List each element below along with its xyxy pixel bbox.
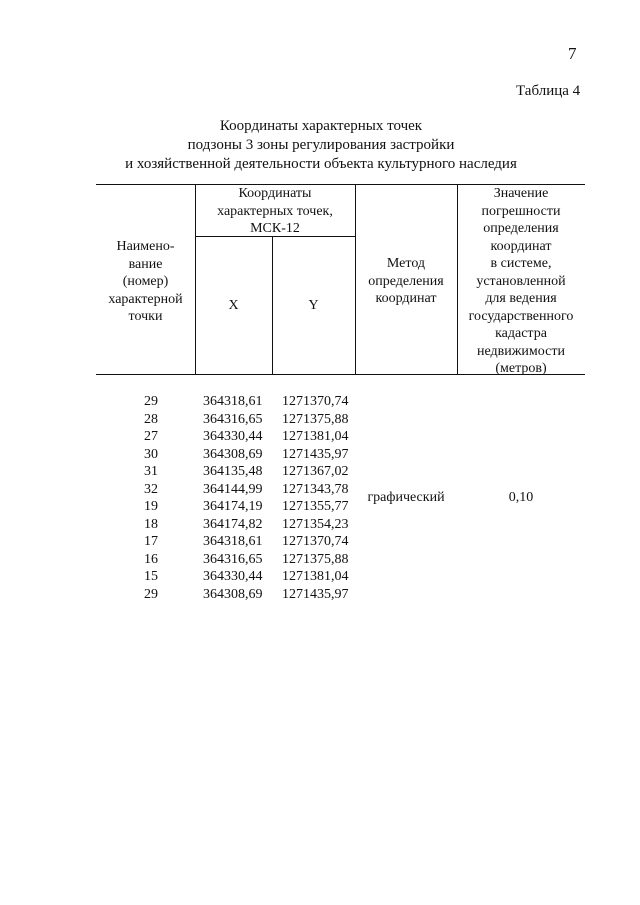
x-coordinate: 364308,69 [203,586,263,602]
point-number: 18 [144,516,158,532]
header-line: характерной [108,291,183,307]
table-row [0,516,640,534]
x-coordinate: 364135,48 [203,464,263,479]
table-row [0,463,640,481]
table-row [0,568,640,586]
header-line: определения [483,221,559,236]
header-line: погрешности [481,203,561,219]
x-coordinate: 364174,19 [203,499,263,514]
header-name-column [96,238,195,326]
y-coordinate: 1271381,04 [282,429,349,444]
point-number: 31 [144,464,158,479]
header-error-column [457,185,585,378]
point-number: 30 [144,446,158,462]
header-method-column [355,255,457,308]
table-row [0,586,640,604]
x-coordinate: 364318,61 [203,534,263,549]
point-number: 16 [144,551,158,567]
y-coordinate: 1271354,23 [282,516,349,532]
point-number: 15 [144,569,158,584]
y-coordinate: 1271370,74 [282,534,349,549]
point-number: 28 [144,411,158,427]
x-coordinate: 364174,82 [203,516,263,532]
point-number: 17 [144,534,158,549]
x-coordinate: 364330,44 [203,569,263,584]
table-row [0,428,640,446]
x-coordinate: 364308,69 [203,446,263,462]
heading-line: Координаты характерных точек [219,118,423,134]
x-coordinate: 364330,44 [203,429,263,444]
table-row [0,533,640,551]
heading-line: подзоны 3 зоны регулирования застройки [187,137,455,153]
header-line: характерных точек, [217,203,333,219]
header-line: Метод [386,256,426,271]
header-line: для ведения [485,291,557,306]
x-coordinate: 364318,61 [203,394,263,409]
header-line: (номер) [122,274,169,289]
y-coordinate: 1271367,02 [282,464,349,479]
point-number: 19 [144,499,158,514]
header-x-column: X [228,298,239,313]
y-coordinate: 1271375,88 [282,551,349,567]
header-y-column: Y [308,298,319,313]
table-row [0,446,640,464]
header-line: Значение [493,186,549,201]
table-heading [96,117,546,174]
header-line: определения [368,273,444,289]
method-value: графический [367,490,445,505]
x-coordinate: 364316,65 [203,411,263,427]
header-coords-group [195,185,355,238]
table-row [0,551,640,569]
table-row [0,411,640,429]
header-line: точки [128,309,163,324]
header-line: Наимено- [116,239,175,254]
header-line: в системе, [490,256,552,271]
point-number: 32 [144,481,158,497]
header-line: государственного [468,308,574,324]
header-line: установленной [476,273,566,289]
header-line: кадастра [495,326,547,341]
x-coordinate: 364144,99 [203,481,263,497]
y-coordinate: 1271375,88 [282,411,349,427]
error-value: 0,10 [508,490,534,505]
header-line: Координаты [238,186,312,201]
point-number: 29 [144,586,158,602]
y-coordinate: 1271435,97 [282,446,349,462]
point-number: 27 [144,429,158,444]
header-line: МСК-12 [250,221,300,236]
y-coordinate: 1271355,77 [282,499,349,514]
y-coordinate: 1271370,74 [282,394,349,409]
header-line: вание [128,256,163,272]
header-line: координат [490,238,552,254]
point-number: 29 [144,394,158,409]
x-coordinate: 364316,65 [203,551,263,567]
table-label: Таблица 4 [516,83,581,99]
page-number: 7 [568,44,577,63]
heading-line: и хозяйственной деятельности объекта культурного наследия [125,156,517,172]
table-row [0,393,640,411]
header-line: координат [375,291,437,306]
header-line: (метров) [495,361,547,376]
y-coordinate: 1271343,78 [282,481,349,497]
y-coordinate: 1271381,04 [282,569,349,584]
header-line: недвижимости [477,343,565,359]
y-coordinate: 1271435,97 [282,586,349,602]
